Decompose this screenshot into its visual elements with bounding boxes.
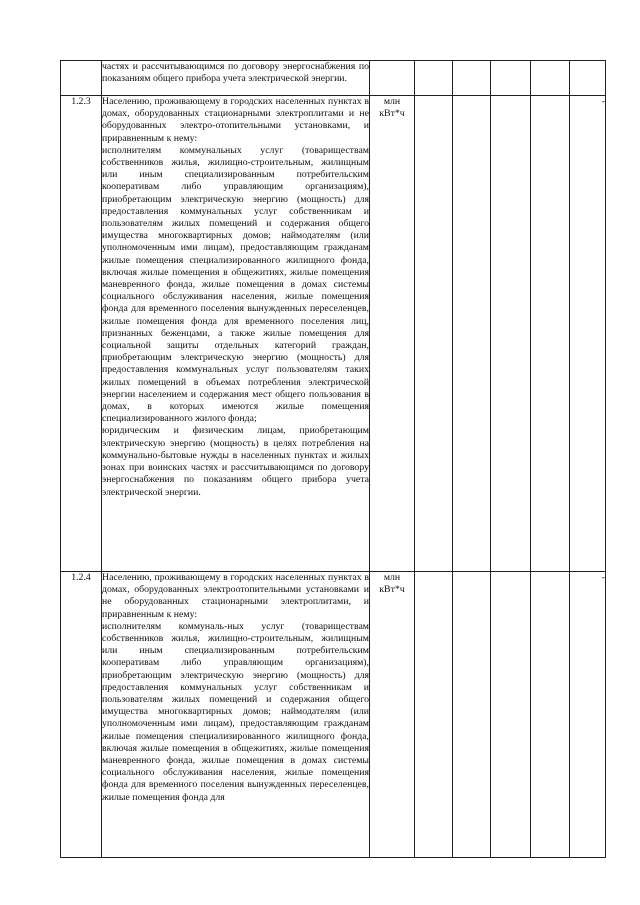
table-row: [61, 61, 606, 96]
value-cell: [415, 572, 453, 858]
row-description: [102, 61, 370, 96]
description-paragraph: юридическим и физическим лицам, приобретающим электрическую энергию (мощность) в целях потребления на коммунально-бытовые нужды в населенных пунктах и жилых зонах при воинских частях и рассчитывающимся по договору энергоснабжения по показаниям общего прибора учета электрической энергии.: [102, 425, 369, 498]
value-cell: [491, 572, 531, 858]
row-number: 1.2.3: [61, 96, 102, 572]
description-paragraph: частях и рассчитывающимся по договору энергоснабжения по показаниям общего прибора учета электрической энергии.: [102, 61, 369, 85]
value-cell: [491, 61, 531, 96]
value-cell: [453, 61, 491, 96]
value-cell: [415, 61, 453, 96]
description-paragraph: Населению, проживающему в городских населенных пунктах в домах, оборудованных электроотопительными установками и не оборудованных стационарными электроплитами, и приравненным к нему:: [102, 572, 369, 620]
value-cell-dash: [570, 61, 606, 96]
unit-cell: млн кВт*ч: [370, 572, 415, 858]
row-number: [61, 61, 102, 96]
value-cell-dash: -: [570, 572, 606, 858]
unit-cell: млн кВт*ч: [370, 96, 415, 572]
row-number: 1.2.4: [61, 572, 102, 858]
value-cell: [531, 572, 570, 858]
value-cell: [531, 61, 570, 96]
value-cell: [453, 572, 491, 858]
row-description: [102, 96, 370, 572]
description-paragraph: исполнителям коммуналь-ных услуг (товариществам собственников жилья, жилищно-строительным, жилищным или иным специализированным потребительским кооперативам либо управляющим организациям), приобретающим электрическую энергию (мощность) для предоставления коммунальных услуг собственникам и пользователям жилых помещений и содержания общего имущества многоквартирных домов; наймодателям (или уполномоченным ими лицам), предоставляющим гражданам жилые помещения специализированного жилищного фонда, включая жилые помещения в общежитиях, жилые помещения маневренного фонда, жилые помещения в домах системы социального обслуживания населения, жилые помещения фонда для временного поселения вынужденных переселенцев, жилые помещения фонда для: [102, 620, 369, 803]
description-paragraph: Населению, проживающему в городских населенных пунктах в домах, оборудованных стационарными электроплитами и не оборудованных электро-отопительными установками, и приравненным к нему:: [102, 96, 369, 144]
row-description: [102, 572, 370, 858]
description-paragraph: исполнителям коммунальных услуг (товариществам собственников жилья, жилищно-строительным, жилищным или иным специализированным потребительским кооперативам либо управляющим организациям), приобретающим электрическую энергию (мощность) для предоставления коммунальных услуг собственникам и пользователям жилых помещений и содержания общего имущества многоквартирных домов; наймодателям (или уполномоченным ими лицам), предоставляющим гражданам жилые помещения специализированного жилищного фонда, включая жилые помещения в общежитиях, жилые помещения маневренного фонда, жилые помещения в домах системы социального обслуживания населения, жилые помещения фонда для временного поселения вынужденных переселенцев, жилые помещения фонда для временного поселения лиц, признанных беженцами, а также жилые помещения для социальной защиты отдельных категорий граждан, приобретающим электрическую энергию (мощность) для предоставления коммунальных услуг пользователям таких жилых помещений в объемах потребления электрической энергии населением и содержания мест общего пользования в домах, в которых имеются жилые помещения специализированного жилого фонда;: [102, 144, 369, 425]
value-cell: [491, 96, 531, 572]
value-cell: [531, 96, 570, 572]
table-row: [61, 96, 606, 572]
unit-cell: [370, 61, 415, 96]
value-cell: [415, 96, 453, 572]
value-cell: [453, 96, 491, 572]
value-cell-dash: -: [570, 96, 606, 572]
tariff-table: [60, 60, 606, 858]
table-row: [61, 572, 606, 858]
table-body: [61, 61, 606, 858]
